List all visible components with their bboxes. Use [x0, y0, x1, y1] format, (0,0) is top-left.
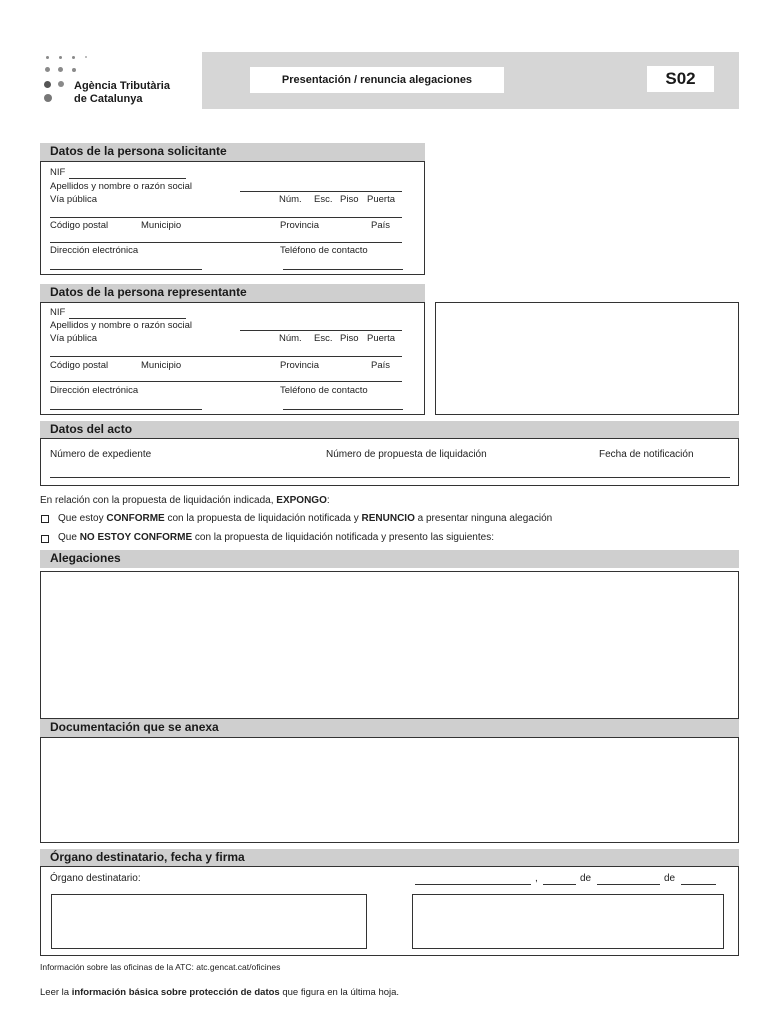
- agency-name-line1: Agència Tributària: [74, 80, 170, 92]
- fecha-notificacion-label: Fecha de notificación: [599, 449, 694, 460]
- num-label: Núm.: [279, 194, 302, 205]
- telefono-field[interactable]: [283, 269, 403, 270]
- logo-dot: [46, 56, 49, 59]
- no-conforme-option-label: Que NO ESTOY CONFORME con la propuesta de liquidación notificada y presento las siguientes:: [58, 532, 494, 543]
- section-acto-title: Datos del acto: [40, 421, 739, 438]
- date-de-2: de: [664, 873, 676, 884]
- via-label: Vía pública: [50, 194, 98, 205]
- alegaciones-textarea[interactable]: [40, 571, 739, 719]
- proteccion-datos-note: Leer la información básica sobre protección de datos que figura en la última hoja.: [40, 987, 400, 998]
- pais-label: País: [371, 360, 391, 371]
- cp-label: Código postal: [50, 360, 109, 371]
- acto-field[interactable]: [50, 477, 730, 478]
- organo-label: Órgano destinatario:: [50, 873, 141, 884]
- logo-dot: [72, 68, 76, 72]
- email-field[interactable]: [50, 269, 202, 270]
- via-field[interactable]: [50, 356, 402, 357]
- expediente-label: Número de expediente: [50, 449, 152, 460]
- telefono-field[interactable]: [283, 409, 403, 410]
- organo-destinatario-box[interactable]: [51, 894, 367, 949]
- logo-dot: [45, 67, 50, 72]
- date-comma: ,: [535, 873, 538, 884]
- form-title: Presentación / renuncia alegaciones: [250, 67, 504, 93]
- num-label: Núm.: [279, 333, 302, 344]
- stamp-box[interactable]: [435, 302, 739, 415]
- logo-dot: [72, 56, 75, 59]
- logo-dot: [59, 56, 62, 59]
- nif-field[interactable]: [69, 318, 186, 319]
- piso-label: Piso: [340, 333, 359, 344]
- section-alegaciones-title: Alegaciones: [40, 550, 739, 568]
- email-label: Dirección electrónica: [50, 385, 139, 396]
- year-field[interactable]: [681, 884, 716, 885]
- telefono-label: Teléfono de contacto: [280, 245, 368, 256]
- cp-field[interactable]: [50, 381, 402, 382]
- cp-field[interactable]: [50, 242, 402, 243]
- section-organo-title: Órgano destinatario, fecha y firma: [40, 849, 739, 866]
- expongo-intro: En relación con la propuesta de liquidación indicada, EXPONGO:: [40, 495, 330, 506]
- logo-dot: [85, 56, 87, 58]
- provincia-label: Provincia: [280, 360, 320, 371]
- date-de-1: de: [580, 873, 592, 884]
- signature-box[interactable]: [412, 894, 724, 949]
- via-label: Vía pública: [50, 333, 98, 344]
- logo-dot: [44, 81, 51, 88]
- logo-dot: [58, 67, 63, 72]
- logo-dot: [58, 81, 64, 87]
- nif-label: NIF: [50, 307, 66, 318]
- conforme-checkbox[interactable]: [41, 515, 49, 523]
- section-representante-title: Datos de la persona representante: [40, 284, 425, 302]
- apellidos-label: Apellidos y nombre o razón social: [50, 320, 193, 331]
- via-field[interactable]: [50, 217, 402, 218]
- piso-label: Piso: [340, 194, 359, 205]
- telefono-label: Teléfono de contacto: [280, 385, 368, 396]
- email-label: Dirección electrónica: [50, 245, 139, 256]
- provincia-label: Provincia: [280, 220, 320, 231]
- nif-label: NIF: [50, 167, 66, 178]
- municipio-label: Municipio: [141, 360, 182, 371]
- form-code: S02: [647, 66, 714, 92]
- propuesta-label: Número de propuesta de liquidación: [326, 449, 487, 460]
- esc-label: Esc.: [314, 333, 333, 344]
- acto-box: [40, 438, 739, 486]
- section-solicitante-title: Datos de la persona solicitante: [40, 143, 425, 161]
- month-field[interactable]: [597, 884, 660, 885]
- puerta-label: Puerta: [367, 333, 395, 344]
- esc-label: Esc.: [314, 194, 333, 205]
- place-field[interactable]: [415, 884, 531, 885]
- section-documentacion-title: Documentación que se anexa: [40, 719, 739, 737]
- apellidos-field[interactable]: [240, 330, 402, 331]
- apellidos-field[interactable]: [240, 191, 402, 192]
- cp-label: Código postal: [50, 220, 109, 231]
- day-field[interactable]: [543, 884, 576, 885]
- puerta-label: Puerta: [367, 194, 395, 205]
- municipio-label: Municipio: [141, 220, 182, 231]
- oficinas-info: Información sobre las oficinas de la ATC: atc.gencat.cat/oficines: [40, 962, 281, 972]
- logo-dot: [44, 94, 52, 102]
- pais-label: País: [371, 220, 391, 231]
- documentacion-textarea[interactable]: [40, 737, 739, 843]
- agency-name-line2: de Catalunya: [74, 93, 143, 105]
- no-conforme-checkbox[interactable]: [41, 535, 49, 543]
- nif-field[interactable]: [69, 178, 186, 179]
- apellidos-label: Apellidos y nombre o razón social: [50, 181, 193, 192]
- email-field[interactable]: [50, 409, 202, 410]
- conforme-option-label: Que estoy CONFORME con la propuesta de liquidación notificada y RENUNCIO a presentar ninguna alegación: [58, 513, 553, 524]
